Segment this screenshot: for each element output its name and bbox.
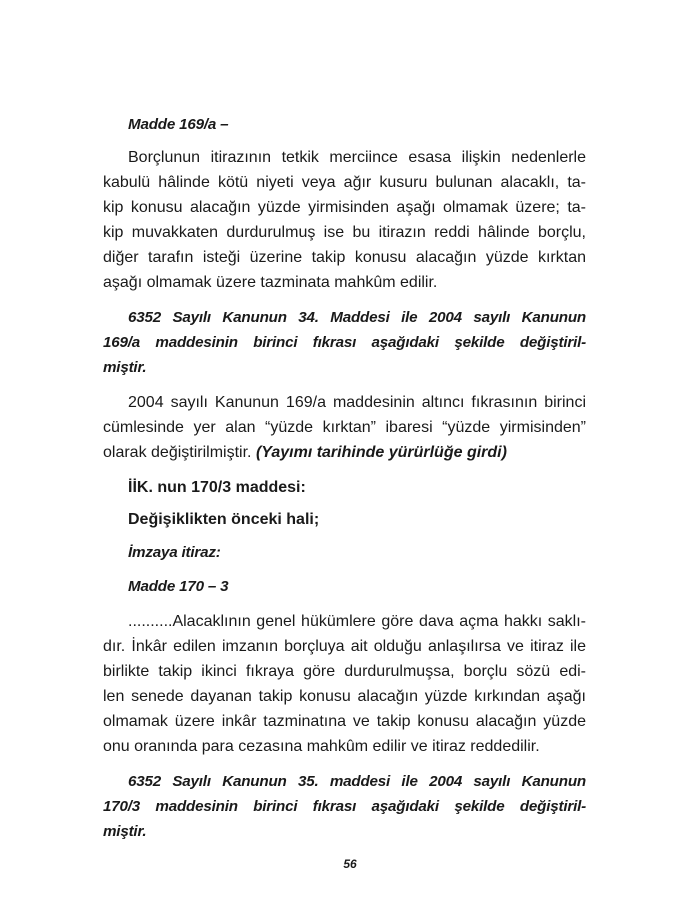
text-line: Madde 170 – 3 xyxy=(128,578,229,595)
text-line: İmzaya itiraz: xyxy=(128,544,221,561)
text-line xyxy=(103,442,586,464)
text-line: Madde 169/a – xyxy=(128,116,229,133)
text-line: ..........Alacaklının genel hükümlere göre dava açma hakkı saklı- xyxy=(128,613,586,630)
text-line: cümlesinde yer alan “yüzde kırktan” ibaresi “yüzde yirmisinden” xyxy=(103,419,586,436)
text-line: İİK. nun 170/3 maddesi: xyxy=(128,479,306,496)
text-line: aşağı olmamak üzere tazminata mahkûm edilir. xyxy=(103,274,438,291)
text-line: 6352 Sayılı Kanunun 34. Maddesi ile 2004 sayılı Kanunun xyxy=(128,309,586,326)
text-line: olmamak üzere inkâr tazminatına ve takip konusu alacağın yüzde xyxy=(103,713,586,730)
text-line: kabulü hâlinde kötü niyeti veya ağır kusuru bulunan alacaklı, ta- xyxy=(103,174,586,191)
text-line: Borçlunun itirazının tetkik merciince esasa ilişkin nedenlerle xyxy=(128,149,586,166)
text-line: Değişiklikten önceki hali; xyxy=(128,511,320,528)
text-line: len senede dayanan takip konusu alacağın yüzde kırkından aşağı xyxy=(103,688,586,705)
text-line: kip konusu alacağın yüzde yirmisinden aşağı olmamak üzere; ta- xyxy=(103,199,586,216)
text-line: diğer tarafın isteği üzerine takip konusu alacağın yüzde kırktan xyxy=(103,249,586,266)
text-line: birlikte takip ikinci fıkraya göre durdurulmuşsa, borçlu sözü edi- xyxy=(103,663,586,680)
text-line: 169/a maddesinin birinci fıkrası aşağıdaki şekilde değiştiril- xyxy=(103,334,586,351)
text-line: kip muvakkaten durdurulmuş ise bu itirazın reddi hâlinde borçlu, xyxy=(103,224,586,241)
page-number: 56 xyxy=(343,857,357,871)
text-line: onu oranında para cezasına mahkûm edilir ve itiraz reddedilir. xyxy=(103,738,540,755)
text-line: 2004 sayılı Kanunun 169/a maddesinin altıncı fıkrasının birinci xyxy=(128,394,586,411)
text-plain: olarak değiştirilmiştir. xyxy=(103,444,256,461)
text-emphasis: (Yayımı tarihinde yürürlüğe girdi) xyxy=(255,444,507,461)
text-line: miştir. xyxy=(103,359,147,376)
text-line: miştir. xyxy=(103,823,147,840)
text-line: dır. İnkâr edilen imzanın borçluya ait olduğu anlaşılırsa ve itiraz ile xyxy=(103,638,586,655)
text-line: 170/3 maddesinin birinci fıkrası aşağıdaki şekilde değiştiril- xyxy=(103,798,586,815)
text-line: 6352 Sayılı Kanunun 35. maddesi ile 2004 sayılı Kanunun xyxy=(128,773,586,790)
